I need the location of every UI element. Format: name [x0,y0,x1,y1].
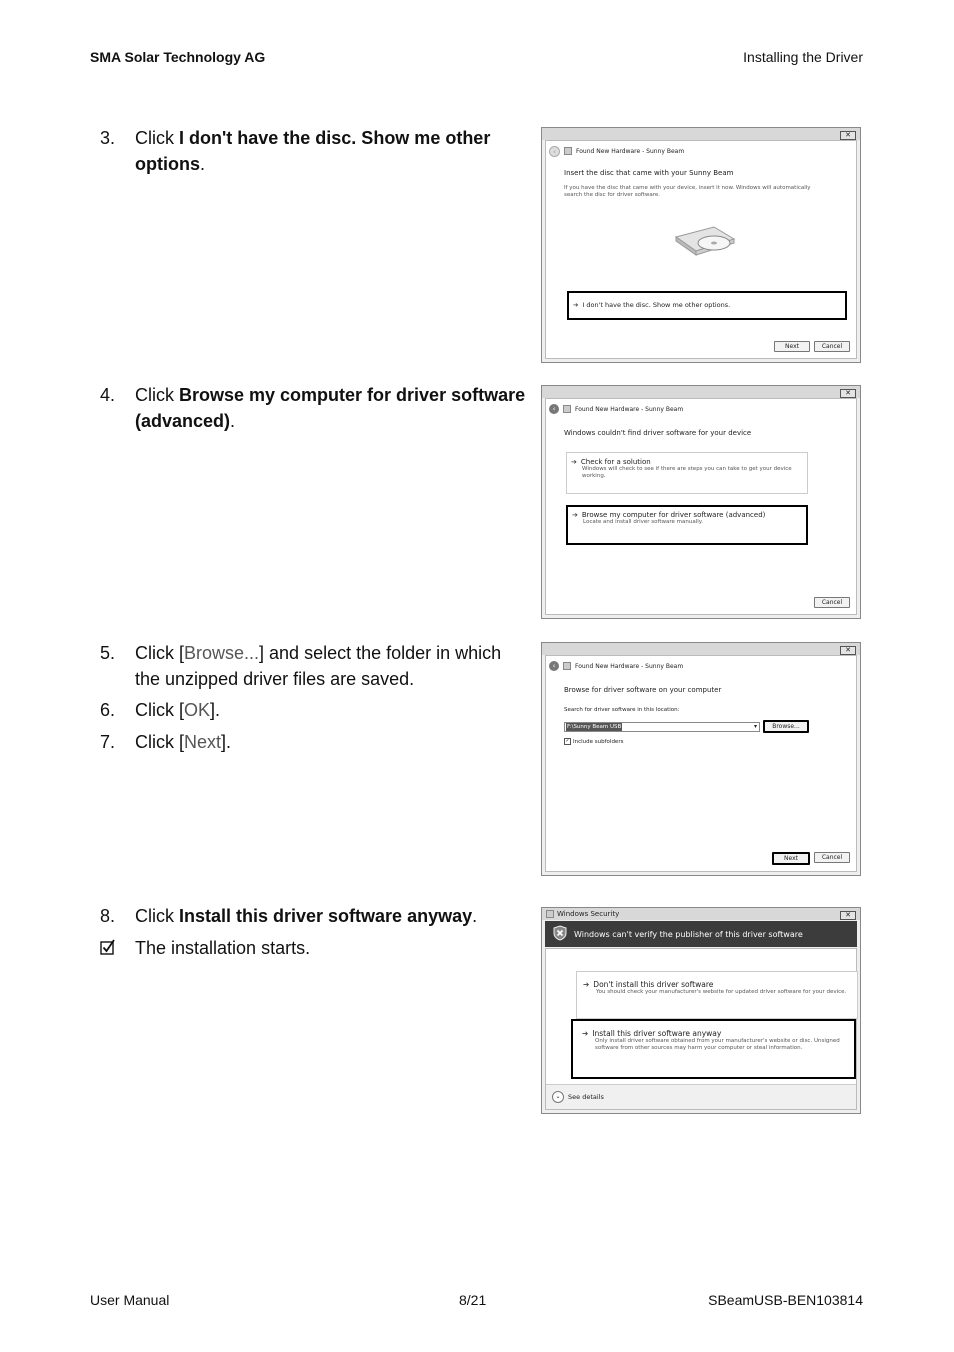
result-line [100,935,530,961]
cancel-button[interactable]: Cancel [814,341,850,352]
arrow-icon: ➔ [582,1029,589,1038]
ui-label-next: Next [184,732,222,752]
dialog-body [545,948,857,1110]
close-icon[interactable]: ✕ [840,911,856,920]
button-row [774,341,850,352]
dialog-body [545,655,857,872]
title-bar [542,128,860,140]
window-title: Windows Security [557,910,620,918]
check-solution-option[interactable] [566,452,808,494]
step-4 [100,382,530,434]
step-text: Click [135,906,179,926]
close-icon[interactable]: ✕ [840,389,856,398]
option-description: Windows will check to see if there are steps you can take to get your device working. [582,466,792,479]
step-number: 6. [100,700,116,720]
step-text: Click [ [135,700,184,720]
arrow-icon: ➔ [571,458,577,466]
shield-warning-icon [553,925,567,943]
back-arrow-icon[interactable]: ‹ [549,146,560,157]
include-subfolders-row[interactable] [564,738,623,745]
security-icon [546,910,554,918]
option-title: Check for a solution [580,458,651,466]
path-value: F:\Sunny Beam USB [567,724,622,730]
banner-text: Windows can't verify the publisher of this driver software [574,929,803,939]
cancel-button[interactable]: Cancel [814,597,850,608]
dialog-heading: Browse for driver software on your computer [564,686,722,694]
dialog-description: If you have the disc that came with your device, insert it now. Windows will automatically search the disc for driver software. [564,185,811,198]
arrow-icon: ➔ [573,301,579,309]
title-bar [542,908,860,920]
back-arrow-icon[interactable]: ‹ [549,661,559,671]
ui-label-ok: OK [184,700,211,720]
arrow-icon: ➔ [572,511,578,519]
screenshot-insert-disc [541,127,861,363]
expand-chevron-icon[interactable]: ⌄ [552,1091,564,1103]
step-6 [100,697,530,723]
page-number: 8/21 [459,1292,487,1308]
step-number: 3. [100,128,116,148]
button-row [772,852,850,865]
step-number: 7. [100,732,116,752]
result-text: The installation starts. [135,938,311,958]
screenshot-windows-security [541,907,861,1114]
option-title: Install this driver software anyway [592,1029,722,1038]
install-anyway-option[interactable] [571,1019,856,1079]
step-text-end: . [230,411,236,431]
option-title: Don't install this driver software [593,980,714,989]
step-text-end: ] and select the folder in which the unzipped driver files are saved. [135,643,502,689]
button-row [814,597,850,608]
back-arrow-icon[interactable]: ‹ [549,404,559,414]
next-button[interactable]: Next [772,852,810,865]
step-3 [100,125,530,177]
screenshot-no-driver-found [541,385,861,619]
step-text: Click [ [135,732,184,752]
footer-left: User Manual [90,1292,170,1308]
close-icon[interactable]: ✕ [840,131,856,140]
option-description: Locate and install driver software manually. [583,519,703,525]
arrow-icon: ➔ [583,980,590,989]
step-8 [100,903,530,929]
company-name: SMA Solar Technology AG [90,49,266,65]
dialog-title: Found New Hardware - Sunny Beam [576,147,685,155]
option-label: I don't have the disc. Show me other options. [582,301,731,309]
dont-install-option[interactable] [576,971,858,1019]
ui-label-browse: Browse... [184,643,260,663]
hardware-icon [563,405,571,413]
step-bold-text: Browse my computer for driver software (advanced) [135,385,526,431]
hardware-icon [563,662,571,670]
document-id: SBeamUSB-BEN103814 [708,1292,863,1308]
step-bold-text: Install this driver software anyway [179,906,473,926]
cancel-button[interactable]: Cancel [814,852,850,863]
browse-button[interactable]: Browse... [763,720,809,733]
step-text-end: ]. [210,700,221,720]
browse-computer-option[interactable] [566,505,808,545]
dialog-heading: Windows couldn't find driver software for your device [564,429,752,437]
checkbox-checked-icon [100,935,116,962]
step-text-end: . [472,906,478,926]
dialog-title: Found New Hardware - Sunny Beam [575,662,684,670]
warning-banner [545,921,857,947]
step-number: 5. [100,643,116,663]
step-number: 4. [100,385,116,405]
step-number: 8. [100,906,116,926]
include-subfolders-label: Include subfolders [573,738,624,745]
nav-row [549,660,683,672]
search-location-label: Search for driver software in this location: [564,707,680,713]
title-bar [542,643,860,655]
step-text: Click [135,385,179,405]
next-button[interactable]: Next [774,341,810,352]
chevron-down-icon[interactable]: ▾ [753,723,757,730]
option-description: Only install driver software obtained from your manufacturer's website or disc. Unsigned software from other sources may harm your computer or steal information. [595,1038,840,1051]
dialog-body [545,140,857,359]
step-bold-text: I don't have the disc. Show me other options [135,128,491,174]
step-text: Click [ [135,643,184,663]
step-7 [100,729,530,755]
title-bar [542,386,860,398]
details-bar [546,1084,856,1109]
step-text-end: . [200,154,206,174]
step-text-end: ]. [221,732,232,752]
no-disc-option[interactable] [567,291,847,320]
dialog-body [545,398,857,615]
checkbox-checked-icon[interactable]: ✓ [565,738,570,744]
option-title: Browse my computer for driver software (advanced) [581,511,766,519]
step-5 [100,640,530,692]
hardware-icon [564,147,572,155]
see-details-link[interactable]: See details [568,1093,604,1101]
dialog-title: Found New Hardware - Sunny Beam [575,405,684,413]
nav-row [549,403,683,415]
section-title: Installing the Driver [743,49,863,65]
path-combobox[interactable] [564,722,760,732]
dialog-heading: Insert the disc that came with your Sunny Beam [564,169,734,177]
close-icon[interactable]: ✕ [840,646,856,655]
option-description: You should check your manufacturer's website for updated driver software for your device. [596,989,847,995]
screenshot-browse-driver [541,642,861,876]
cd-drive-icon [674,223,736,261]
step-text: Click [135,128,179,148]
nav-row [549,145,684,157]
